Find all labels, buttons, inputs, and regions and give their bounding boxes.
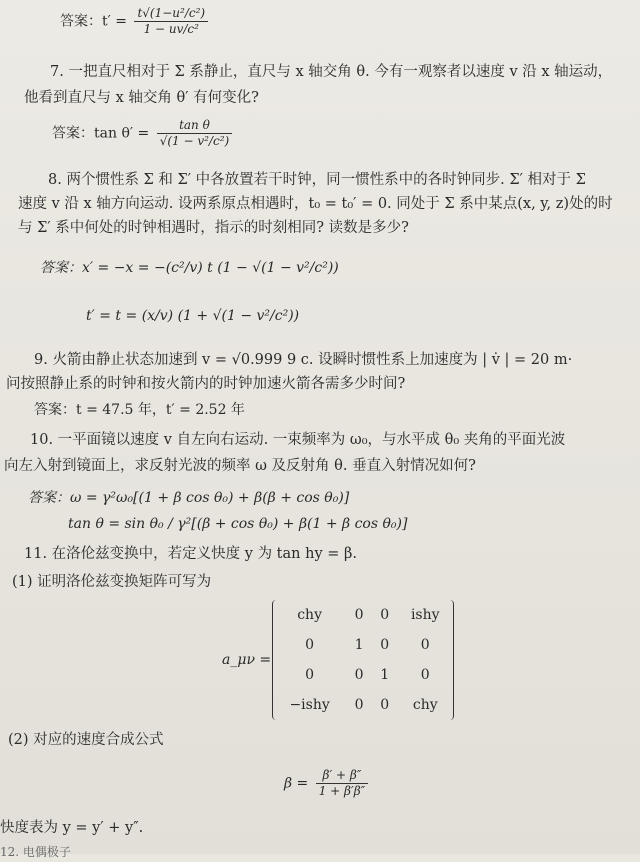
answer-10-line-1: 答案：ω = γ²ω₀[(1 + β cos θ₀) + β(β + cos θ₀)] (28, 490, 350, 506)
matrix-label: a_μν = (222, 652, 272, 668)
matrix-cell: ishy (410, 607, 440, 623)
answer-8-line-2: t′ = t = (x/v) (1 + √(1 − v²/c²)) (86, 308, 300, 324)
matrix-cell: 0 (380, 637, 390, 653)
matrix-cell: 0 (380, 607, 390, 623)
question-11-part-1: (1) 证明洛伦兹变换矩阵可写为 (12, 574, 212, 590)
question-10-line-2: 向左入射到镜面上，求反射光波的频率 ω 及反射角 θ. 垂直入射情况如何? (4, 458, 476, 474)
matrix-cell: 0 (354, 667, 364, 683)
question-7-line-1: 7. 一把直尺相对于 Σ 系静止，直尺与 x 轴交角 θ. 今有一观察者以速度 v 沿 x 轴运动， (50, 64, 613, 80)
matrix-cell: 1 (354, 637, 364, 653)
answer-6-fraction (134, 6, 208, 37)
beta-denominator: 1 + β′β″ (318, 784, 366, 798)
answer-7-label: 答案：tan θ′ = (52, 125, 150, 142)
rapidity-line: 快度表为 y = y′ + y″. (0, 820, 144, 836)
matrix-cell: 0 (420, 637, 430, 653)
matrix-row (273, 660, 453, 690)
beta-fraction (316, 768, 368, 799)
question-9-line-1: 9. 火箭由静止状态加速到 v = √0.999 9 c. 设瞬时惯性系上加速度为 | v̇ | = 20 m· (34, 352, 573, 368)
matrix-cell: 0 (354, 697, 364, 713)
lorentz-matrix (272, 600, 454, 720)
answer-10-line-2: tan θ = sin θ₀ / γ²[(β + cos θ₀) + β(1 + β cos θ₀)] (68, 516, 408, 532)
answer-7-fraction (157, 118, 233, 149)
answer-8-line-1: 答案：x′ = −x = −(c²/v) t (1 − √(1 − v²/c²)) (40, 260, 339, 276)
matrix-cell: chy (297, 607, 322, 623)
matrix-cell: 0 (305, 637, 315, 653)
answer-7-line (52, 118, 235, 149)
beta-numerator: β′ + β″ (316, 768, 368, 784)
next-question-cutoff: 12. 电偶极子 (0, 845, 71, 859)
question-8-line-2: 速度 v 沿 x 轴方向运动. 设两系原点相遇时，t₀ = t₀′ = 0. 同处于 Σ 系中某点(x, y, z)处的时 (18, 196, 613, 212)
matrix-cell: −ishy (289, 697, 330, 713)
matrix-table (273, 600, 453, 720)
matrix-row (273, 690, 453, 720)
answer-6-label: 答案：t′ = (60, 13, 127, 30)
matrix-row (273, 630, 453, 660)
question-7-line-2: 他看到直尺与 x 轴交角 θ′ 有何变化? (24, 90, 259, 106)
matrix-cell: 0 (380, 697, 390, 713)
velocity-formula (284, 768, 371, 799)
answer-7-numerator: tan θ (157, 118, 233, 134)
matrix-cell: chy (412, 697, 438, 713)
answer-6-line (60, 6, 211, 37)
answer-9-line: 答案：t = 47.5 年，t′ = 2.52 年 (34, 402, 245, 418)
answer-7-denominator: √(1 − v²/c²) (159, 134, 230, 148)
question-8-line-3: 与 Σ′ 系中何处的时钟相遇时，指示的时刻相同? 读数是多少? (18, 220, 409, 236)
question-11-part-2: (2) 对应的速度合成公式 (8, 732, 164, 748)
question-11-line: 11. 在洛伦兹变换中，若定义快度 y 为 tan hy = β. (24, 546, 357, 562)
matrix-cell: 1 (380, 667, 390, 683)
matrix-cell: 0 (354, 607, 364, 623)
matrix-cell: 0 (420, 667, 430, 683)
answer-6-denominator: 1 − uv/c² (143, 22, 199, 36)
question-8-line-1: 8. 两个惯性系 Σ 和 Σ′ 中各放置若干时钟，同一惯性系中的各时钟同步. Σ′ 相对于 Σ (48, 172, 586, 188)
question-10-line-1: 10. 一平面镜以速度 v 自左向右运动. 一束频率为 ω₀，与水平成 θ₀ 夹角的平面光波 (30, 432, 566, 448)
answer-6-numerator: t√(1−u²/c²) (134, 6, 208, 22)
matrix-cell: 0 (305, 667, 315, 683)
beta-label: β = (284, 775, 309, 792)
matrix-row (273, 600, 453, 630)
question-9-line-2: 问按照静止系的时钟和按火箭内的时钟加速火箭各需多少时间? (6, 376, 406, 392)
